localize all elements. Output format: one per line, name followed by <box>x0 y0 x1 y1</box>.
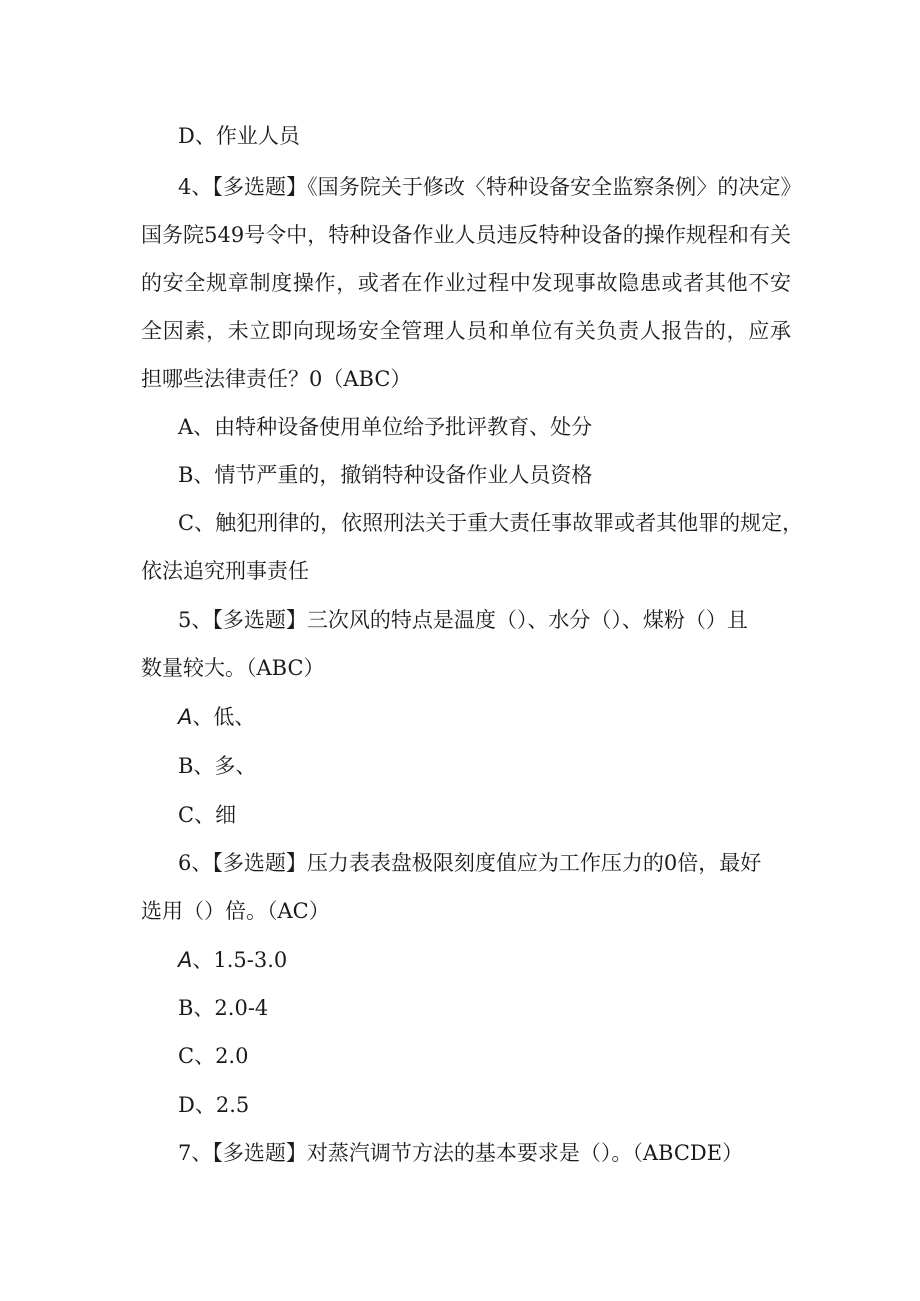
question-5-line-1: 5、【多选题】三次风的特点是温度（）、水分（）、煤粉（）且 <box>178 608 748 632</box>
question-5-option-c: C、细 <box>178 803 237 827</box>
question-6-line-1: 6、【多选题】压力表表盘极限刻度值应为工作压力的0倍，最好 <box>178 851 762 875</box>
option-letter: A <box>178 705 193 729</box>
question-4-option-c-line-1: C、触犯刑律的，依照刑法关于重大责任事故罪或者其他罪的规定， <box>178 511 804 535</box>
question-6-option-b: B、2.0-4 <box>178 996 269 1020</box>
option-d-previous: D、作业人员 <box>178 124 300 148</box>
question-6-option-c: C、2.0 <box>178 1044 249 1068</box>
question-4-option-b: B、情节严重的，撤销特种设备作业人员资格 <box>178 463 593 487</box>
question-5-option-b: B、多、 <box>178 754 257 778</box>
question-4-option-a: A、由特种设备使用单位给予批评教育、处分 <box>178 415 593 439</box>
question-6-line-2: 选用（）倍。（AC） <box>141 899 330 923</box>
question-4-text: 4、【多选题】《国务院关于修改〈特种设备安全监察条例〉的决定》国务院549号令中，特种设备作业人员违反特种设备的操作规程和有关的安全规章制度操作，或者在作业过程中发现事故隐患或者其他不安全因素，未立即向现场安全管理人员和单位有关负责人报告的，应承担哪些法律责任？0（ABC） <box>141 175 791 391</box>
question-4-option-c-line-2: 依法追究刑事责任 <box>141 559 309 583</box>
question-6-option-d: D、2.5 <box>178 1093 250 1117</box>
question-5-line-2: 数量较大。（ABC） <box>141 656 325 680</box>
question-5-option-a <box>178 703 255 731</box>
option-text: 、1.5-3.0 <box>192 948 288 972</box>
option-text: 、低、 <box>192 705 256 729</box>
question-6-option-a <box>178 946 287 974</box>
option-letter: A <box>178 948 193 972</box>
question-7-text: 7、【多选题】对蒸汽调节方法的基本要求是（）。（ABCDE） <box>178 1141 744 1165</box>
